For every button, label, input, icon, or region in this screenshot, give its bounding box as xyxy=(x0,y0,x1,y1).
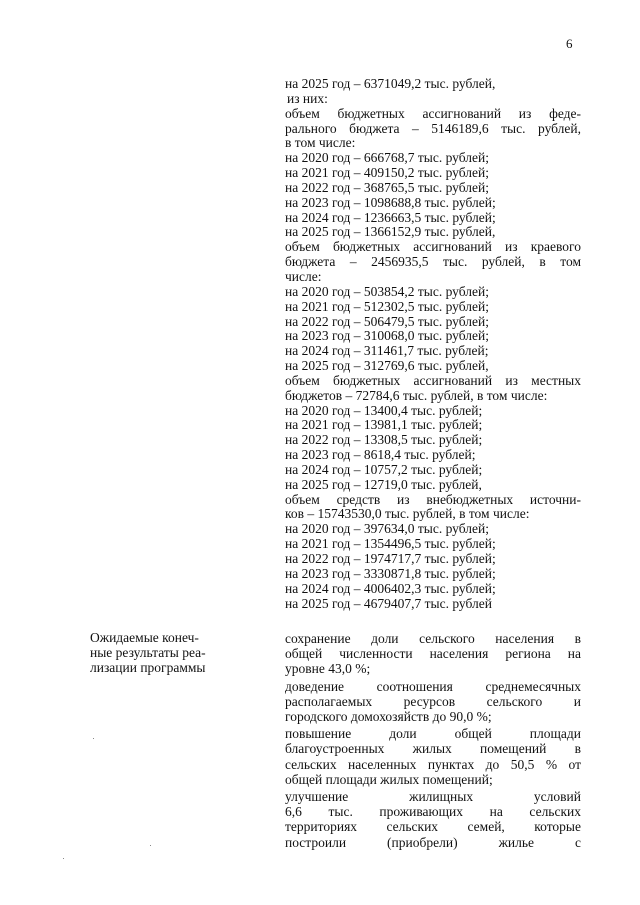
funding-line: из них: xyxy=(287,90,328,106)
funding-line: на 2022 год – 368765,5 тыс. рублей; xyxy=(285,179,489,195)
funding-line: на 2022 год – 1974717,7 тыс. рублей; xyxy=(285,551,496,566)
result-line: сельских населенных пунктах до 50,5 % от xyxy=(285,756,581,772)
result-line: территориях сельских семей, которые xyxy=(285,819,581,835)
funding-line: объем средств из внебюджетных источни- xyxy=(285,491,581,507)
funding-line: объем бюджетных ассигнований из местных xyxy=(285,372,581,388)
funding-line: на 2021 год – 409150,2 тыс. рублей; xyxy=(285,165,489,181)
funding-line: на 2022 год – 13308,5 тыс. рублей; xyxy=(285,432,483,448)
funding-line: на 2020 год – 397634,0 тыс. рублей; xyxy=(285,521,489,537)
funding-line: на 2025 год – 12719,0 тыс. рублей, xyxy=(285,476,482,492)
scan-speck xyxy=(93,738,94,739)
funding-line: в том числе: xyxy=(285,135,356,151)
result-item xyxy=(285,679,581,725)
funding-line: на 2020 год – 13400,4 тыс. рублей; xyxy=(285,402,483,418)
scan-speck xyxy=(150,845,151,846)
funding-line: на 2025 год – 4679407,7 тыс. рублей xyxy=(285,595,492,611)
funding-line: на 2024 год – 311461,7 тыс. рублей; xyxy=(285,343,489,359)
result-line: благоустроенных жилых помещений в xyxy=(285,741,581,757)
result-item xyxy=(285,726,581,787)
result-line: сохранение доли сельского населения в xyxy=(285,631,581,646)
scan-speck xyxy=(63,858,64,859)
results-label-line: Ожидаемые конеч- xyxy=(90,630,199,645)
funding-line: числе: xyxy=(285,268,322,284)
funding-line: на 2020 год – 666768,7 тыс. рублей; xyxy=(285,150,489,166)
funding-line: ков – 15743530,0 тыс. рублей, в том числе: xyxy=(285,506,530,522)
funding-line: на 2022 год – 506479,5 тыс. рублей; xyxy=(285,313,489,329)
funding-line: на 2023 год – 8618,4 тыс. рублей; xyxy=(285,447,476,463)
funding-line: бюджетов – 72784,6 тыс. рублей, в том числе: xyxy=(285,387,548,403)
result-line: повышение доли общей площади xyxy=(285,726,581,742)
result-item xyxy=(285,631,581,677)
funding-line: на 2023 год – 310068,0 тыс. рублей; xyxy=(285,328,489,344)
result-line: общей численности населения региона на xyxy=(285,646,581,662)
result-item xyxy=(285,789,581,850)
results-label-line: ные результаты реа- xyxy=(90,645,206,661)
result-line: общей площади жилых помещений; xyxy=(285,771,493,787)
funding-line: рального бюджета – 5146189,6 тыс. рублей, xyxy=(285,120,581,136)
expected-results xyxy=(285,631,581,852)
funding-line: на 2024 год – 10757,2 тыс. рублей; xyxy=(285,461,483,477)
funding-line: на 2025 год – 6371049,2 тыс. рублей, xyxy=(285,76,496,91)
result-line: городского домохозяйств до 90,0 %; xyxy=(285,709,492,725)
funding-line: на 2023 год – 1098688,8 тыс. рублей; xyxy=(285,194,496,210)
funding-line: на 2025 год – 1366152,9 тыс. рублей, xyxy=(285,224,496,240)
funding-line: на 2024 год – 1236663,5 тыс. рублей; xyxy=(285,209,496,225)
funding-line: на 2024 год – 4006402,3 тыс. рублей; xyxy=(285,580,496,596)
funding-line: на 2021 год – 13981,1 тыс. рублей; xyxy=(285,417,483,433)
funding-line: на 2021 год – 1354496,5 тыс. рублей; xyxy=(285,536,496,552)
funding-line: бюджета – 2456935,5 тыс. рублей, в том xyxy=(285,254,581,270)
funding-line: объем бюджетных ассигнований из феде- xyxy=(285,105,581,121)
results-label-line: лизации программы xyxy=(90,660,206,676)
result-line: доведение соотношения среднемесячных xyxy=(285,678,581,694)
funding-line: на 2020 год – 503854,2 тыс. рублей; xyxy=(285,283,489,299)
result-line: располагаемых ресурсов сельского и xyxy=(285,693,581,709)
funding-section xyxy=(285,77,581,611)
funding-line: на 2023 год – 3330871,8 тыс. рублей; xyxy=(285,565,496,581)
page-number: 6 xyxy=(566,36,573,51)
result-line: улучшение жилищных условий xyxy=(285,789,581,805)
result-line: уровне 43,0 %; xyxy=(285,661,371,677)
funding-line: объем бюджетных ассигнований из краевого xyxy=(285,239,581,255)
funding-line: на 2025 год – 312769,6 тыс. рублей, xyxy=(285,358,489,374)
result-line: построили (приобрели) жилье с xyxy=(285,834,581,850)
funding-line: на 2021 год – 512302,5 тыс. рублей; xyxy=(285,298,489,314)
result-line: 6,6 тыс. проживающих на сельских xyxy=(285,804,581,820)
results-label xyxy=(90,630,240,676)
